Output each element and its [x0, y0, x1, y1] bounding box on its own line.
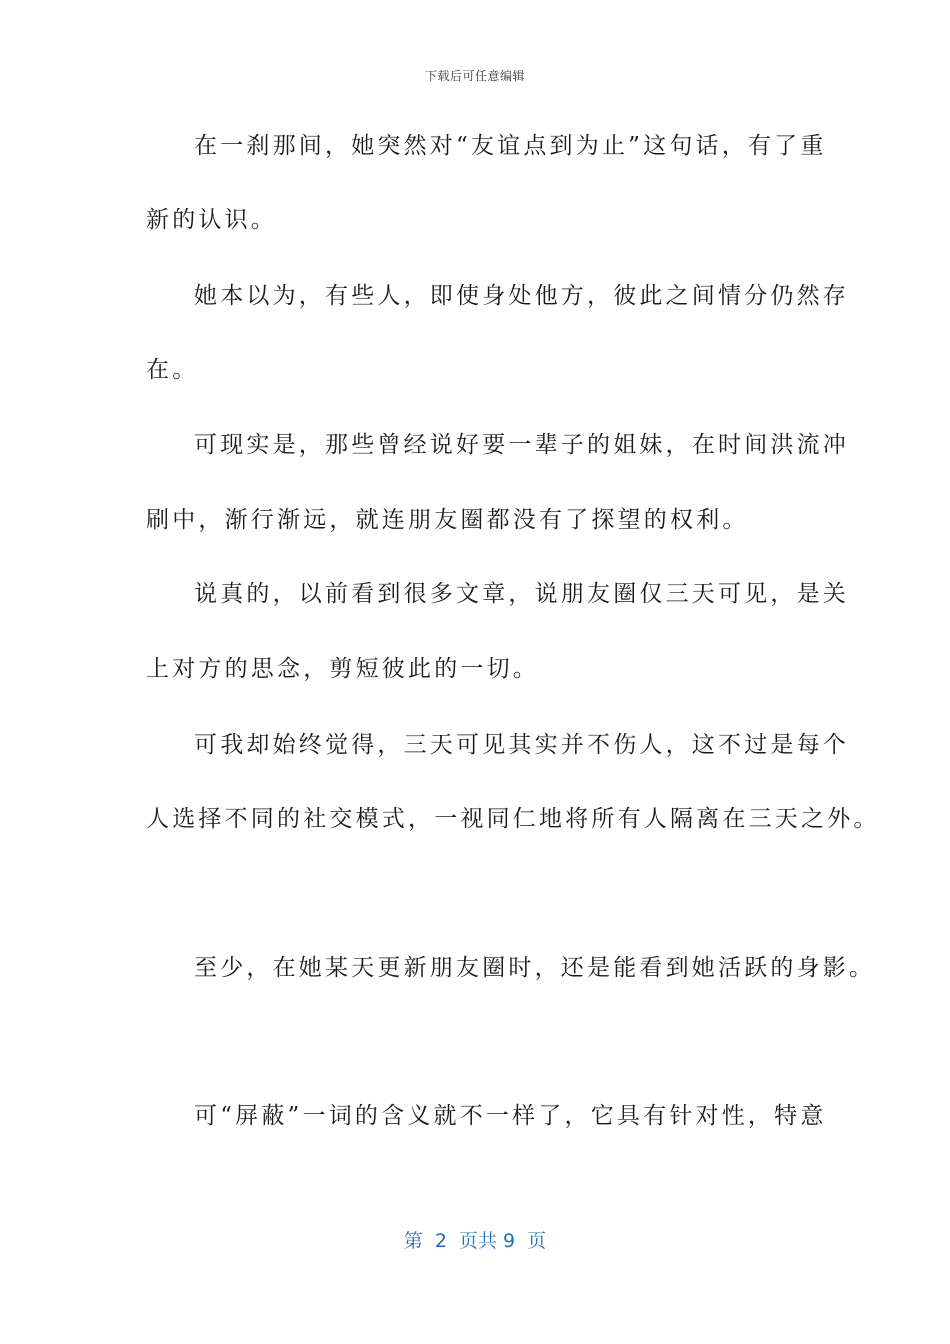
paragraph-line: 在一刹那间，她突然对“友谊点到为止”这句话，有了重 — [194, 133, 827, 159]
paragraph-line: 在。 — [146, 357, 199, 383]
paragraph-line: 刷中，渐行渐远，就连朋友圈都没有了探望的权利。 — [146, 507, 749, 533]
paragraph-line: 新的认识。 — [146, 207, 277, 233]
paragraph-line: 说真的，以前看到很多文章，说朋友圈仅三天可见，是关 — [194, 581, 849, 607]
paragraph-line: 人选择不同的社交模式，一视同仁地将所有人隔离在三天之外。 — [146, 806, 880, 832]
page-number: 第 2 页共 9 页 — [403, 1230, 547, 1252]
header-note: 下载后可任意编辑 — [424, 69, 525, 83]
paragraph-line: 可“屏蔽”一词的含义就不一样了，它具有针对性，特意 — [194, 1103, 827, 1129]
paragraph-line: 至少，在她某天更新朋友圈时，还是能看到她活跃的身影。 — [194, 955, 876, 981]
paragraph-line: 她本以为，有些人，即使身处他方，彼此之间情分仍然存 — [194, 283, 849, 309]
paragraph-line: 上对方的思念，剪短彼此的一切。 — [146, 656, 539, 682]
paragraph-line: 可现实是，那些曾经说好要一辈子的姐妹，在时间洪流冲 — [194, 432, 849, 458]
paragraph-line: 可我却始终觉得，三天可见其实并不伤人，这不过是每个 — [194, 732, 849, 758]
